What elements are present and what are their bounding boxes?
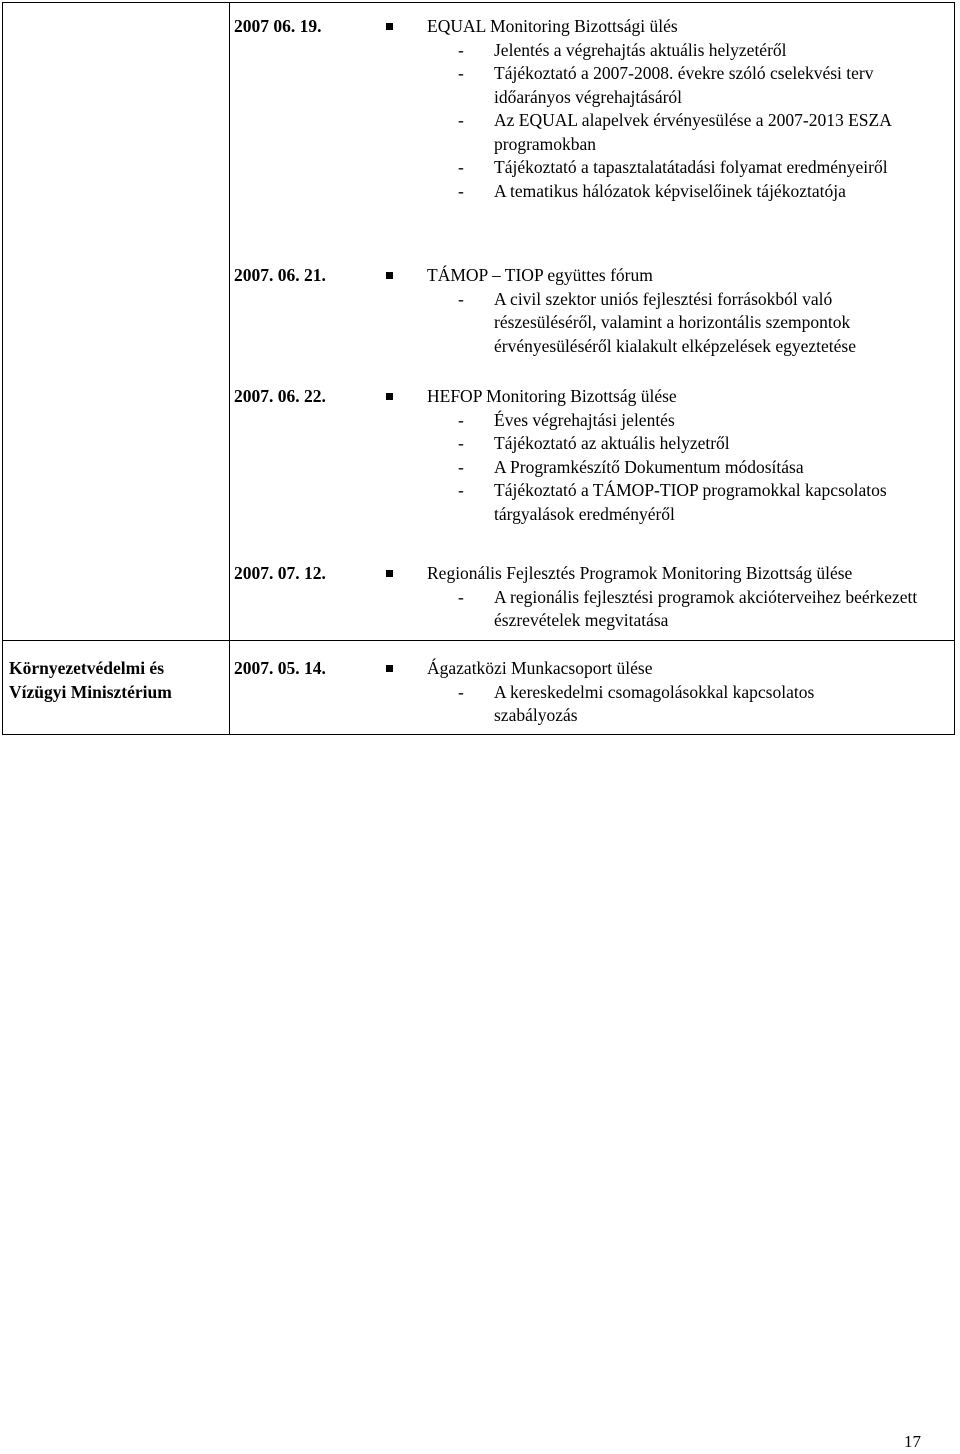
- agenda-item: - A kereskedelmi csomagolásokkal kapcsolatos szabályozás: [458, 681, 815, 725]
- meetings-table: [2, 2, 955, 735]
- ministry-name: [9, 657, 224, 704]
- agenda-item: - Éves végrehajtási jelentés: [458, 409, 675, 430]
- agenda-item: - Az EQUAL alapelvek érvényesülése a 2007-2013 ESZA programokban: [458, 110, 891, 154]
- agenda-list: [458, 39, 898, 204]
- row-divider: [3, 640, 954, 641]
- square-bullet-icon: [386, 393, 393, 400]
- column-divider: [229, 3, 230, 734]
- meeting-title: TÁMOP – TIOP együttes fórum: [427, 265, 653, 285]
- agenda-item: - Tájékoztató az aktuális helyzetről: [458, 433, 730, 453]
- agenda-item: - A tematikus hálózatok képviselőinek tájékoztatója: [458, 180, 846, 201]
- square-bullet-icon: [386, 272, 393, 279]
- agenda-item: - Tájékoztató a 2007-2008. évekre szóló cselekvési terv időarányos végrehajtásáról: [458, 63, 874, 107]
- agenda-item: - A Programkészítő Dokumentum módosítása: [458, 456, 804, 477]
- meeting-date: 2007. 05. 14.: [234, 658, 326, 678]
- meeting-title: Ágazatközi Munkacsoport ülése: [427, 658, 653, 678]
- meeting-title: HEFOP Monitoring Bizottság ülése: [427, 386, 677, 406]
- agenda-item: - Tájékoztató a tapasztalatátadási folyamat eredményeiről: [458, 157, 888, 177]
- ministry-name-line1: Környezetvédelmi és: [9, 658, 165, 678]
- meeting-date: 2007. 07. 12.: [234, 563, 326, 583]
- agenda-item: - A regionális fejlesztési programok akcióterveihez beérkezett észrevételek megvitatása: [458, 586, 918, 630]
- agenda-item: - Tájékoztató a TÁMOP-TIOP programokkal kapcsolatos tárgyalások eredményéről: [458, 480, 887, 524]
- square-bullet-icon: [386, 23, 393, 30]
- ministry-name-line2: Vízügyi Minisztérium: [9, 681, 172, 702]
- square-bullet-icon: [386, 570, 393, 577]
- agenda-list: [458, 681, 898, 728]
- agenda-item: - A civil szektor uniós fejlesztési forrásokból való részesüléséről, valamint a horizontális szempontok érvényesüléséről kialakult elképzelések egyeztetése: [458, 288, 856, 356]
- agenda-list: [458, 586, 928, 633]
- meeting-date: 2007. 06. 21.: [234, 265, 326, 285]
- agenda-item: - Jelentés a végrehajtás aktuális helyzetéről: [458, 39, 787, 60]
- meeting-title: Regionális Fejlesztés Programok Monitoring Bizottság ülése: [427, 563, 853, 583]
- meeting-title: EQUAL Monitoring Bizottsági ülés: [427, 16, 678, 36]
- meeting-date: 2007. 06. 22.: [234, 386, 326, 406]
- agenda-list: [458, 288, 928, 359]
- agenda-list: [458, 409, 898, 527]
- square-bullet-icon: [386, 665, 393, 672]
- meeting-date: 2007 06. 19.: [234, 16, 322, 36]
- page-number: 17: [904, 1432, 921, 1451]
